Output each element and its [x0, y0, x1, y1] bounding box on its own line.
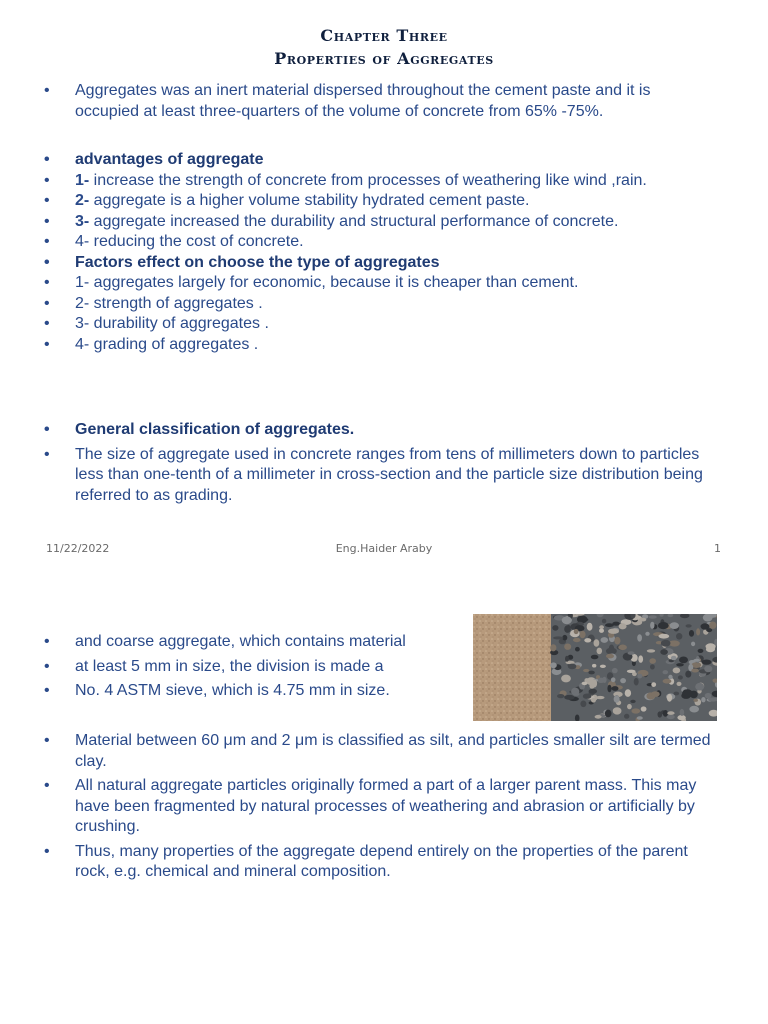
footer-date: 11/22/2022	[46, 542, 110, 555]
gravel-stone	[591, 698, 596, 703]
gravel-stone	[589, 689, 597, 694]
coarse-item: • No. 4 ASTM sieve, which is 4.75 mm in size.	[0, 681, 435, 702]
factor-item: • 3- durability of aggregates .	[0, 314, 715, 335]
coarse-item: • and coarse aggregate, which contains material	[0, 632, 435, 653]
gravel-stone	[601, 637, 609, 643]
gravel-stone	[658, 711, 663, 717]
gravel-stone	[588, 671, 594, 675]
gravel-stone	[637, 716, 643, 720]
footer-author: Eng.Haider Araby	[335, 542, 433, 555]
gravel-stone	[637, 634, 642, 641]
gravel-stone	[691, 642, 695, 647]
gravel-stone	[552, 625, 558, 631]
gravel-stone	[583, 694, 592, 699]
gravel-stone	[630, 700, 635, 703]
advantages-list	[0, 150, 715, 355]
gravel-stone	[627, 670, 636, 673]
gravel-stone	[573, 638, 581, 642]
gravel-stone	[649, 615, 657, 619]
gravel-stone	[670, 622, 679, 629]
chapter-subtitle: Properties of Aggregates	[274, 49, 494, 68]
gravel-stone	[592, 680, 598, 688]
factor-item: • 2- strength of aggregates .	[0, 294, 715, 315]
gravel-stone	[573, 693, 579, 696]
gravel-stone	[575, 647, 580, 652]
gravel-stone	[605, 623, 614, 627]
gravel-stone	[624, 714, 629, 719]
gravel-stone	[704, 665, 712, 672]
gravel-stone	[602, 619, 606, 624]
gravel-stone	[607, 685, 611, 692]
gravel-stone	[591, 655, 599, 660]
gravel-stone	[689, 706, 699, 713]
gravel-stone	[600, 665, 606, 668]
gravel-stone	[568, 664, 577, 670]
gravel-stone	[676, 633, 682, 640]
gravel-stone	[606, 648, 617, 655]
gravel-stone	[663, 679, 672, 684]
advantage-text: aggregate increased the durability and structural performance of concrete.	[89, 212, 619, 230]
advantage-text: increase the strength of concrete from processes of weathering like wind ,rain.	[89, 171, 647, 189]
gravel-stone	[613, 707, 622, 714]
gravel-stone	[614, 695, 620, 703]
advantage-item	[0, 191, 715, 212]
gravel-stone	[706, 646, 715, 652]
gravel-stone	[649, 658, 656, 664]
advantages-heading: • advantages of aggregate	[0, 150, 715, 171]
gravel-stone	[680, 709, 685, 716]
gravel-stone	[667, 711, 674, 715]
gravel-stone	[619, 623, 627, 629]
gravel-stone	[557, 694, 564, 698]
gravel-stone	[667, 715, 675, 720]
gravel-stone	[706, 628, 712, 632]
gravel-stone	[637, 674, 642, 679]
gravel-stone	[679, 657, 688, 664]
gravel-stone	[691, 669, 699, 673]
gravel-stone	[584, 638, 591, 642]
gravel-stone	[663, 670, 669, 674]
gravel-stone	[650, 622, 654, 629]
details-list	[0, 731, 715, 883]
gravel-stone	[677, 682, 682, 686]
gravel-stone	[695, 683, 704, 691]
gravel-stone	[565, 656, 569, 662]
gravel-stone	[639, 618, 646, 622]
gravel-stone	[597, 648, 603, 655]
advantage-number: 1-	[75, 171, 90, 189]
classification-heading: • General classification of aggregates.	[0, 420, 715, 441]
gravel-stone	[583, 669, 589, 672]
gravel-stone	[611, 677, 616, 682]
advantage-item	[0, 171, 715, 192]
gravel-stone	[580, 631, 586, 639]
gravel-stone	[650, 664, 655, 669]
advantage-number: 3-	[75, 212, 90, 230]
coarse-item: • at least 5 mm in size, the division is made a	[0, 657, 435, 678]
gravel-stone	[645, 632, 649, 636]
gravel-stone	[595, 715, 602, 719]
gravel-stone	[627, 704, 632, 709]
fine-aggregate-area	[473, 614, 557, 721]
gravel-stone	[693, 659, 700, 662]
detail-item: • Thus, many properties of the aggregate depend entirely on the properties of the parent rock, e.g. chemical and mineral composition.	[0, 842, 715, 883]
classification-text: • The size of aggregate used in concrete ranges from tens of millimeters down to particles less than one-tenth of a millimeter in cross-section and the particle size distribution being referred to as grading.	[0, 445, 715, 507]
advantage-text: aggregate is a higher volume stability hydrated cement paste.	[89, 192, 530, 209]
gravel-stone	[668, 675, 672, 679]
factor-item: • 4- grading of aggregates .	[0, 335, 715, 356]
gravel-stone	[698, 649, 704, 653]
intro-item: • Aggregates was an inert material dispersed throughout the cement paste and it is occupied at least three-quarters of the volume of concrete from 65% -75%.	[0, 81, 715, 122]
gravel-stone	[625, 689, 631, 697]
aggregate-photo-svg	[473, 614, 717, 721]
gravel-stone	[701, 697, 705, 702]
classification-list	[0, 420, 715, 506]
gravel-stone	[550, 662, 557, 668]
factor-item: • 1- aggregates largely for economic, because it is cheaper than cement.	[0, 273, 715, 294]
gravel-stone	[634, 678, 639, 686]
footer-page-number: 1	[714, 542, 721, 555]
gravel-stone	[660, 649, 668, 655]
gravel-stone	[606, 654, 614, 659]
gravel-stone	[599, 629, 604, 633]
gravel-stone	[612, 686, 619, 691]
gravel-stone	[661, 640, 671, 647]
gravel-stone	[673, 667, 681, 673]
gravel-stone	[578, 618, 588, 622]
gravel-stone	[683, 690, 687, 696]
gravel-stone	[550, 644, 556, 651]
gravel-stone	[553, 636, 563, 639]
advantage-item: • 4- reducing the cost of concrete.	[0, 232, 715, 253]
gravel-stone	[631, 708, 640, 713]
gravel-stone	[671, 656, 677, 661]
advantage-number: 2-	[75, 192, 90, 209]
gravel-stone	[705, 693, 712, 699]
detail-item: • All natural aggregate particles originally formed a part of a larger parent mass. This may have been fragmented by natural processes of weathering and abrasion or artificially by crushing.	[0, 776, 715, 838]
gravel-stone	[612, 668, 618, 673]
gravel-stone	[587, 623, 593, 631]
gravel-stone	[564, 695, 574, 700]
gravel-stone	[667, 694, 672, 702]
gravel-stone	[620, 678, 626, 683]
gravel-stone	[605, 710, 612, 718]
gravel-stone	[567, 625, 571, 632]
gravel-stone	[614, 637, 620, 645]
gravel-stone	[618, 645, 627, 651]
gravel-stone	[686, 624, 692, 627]
factors-heading: • Factors effect on choose the type of aggregates	[0, 253, 715, 274]
gravel-stone	[594, 639, 600, 647]
gravel-stone	[638, 655, 643, 662]
coarse-aggregate-list	[0, 632, 435, 702]
gravel-stone	[562, 616, 572, 624]
chapter-title: Chapter Three	[320, 26, 448, 45]
detail-item: • Material between 60 μm and 2 μm is classified as silt, and particles smaller silt are termed clay.	[0, 731, 715, 772]
gravel-stone	[674, 692, 680, 696]
gravel-stone	[658, 622, 669, 629]
gravel-stone	[608, 629, 619, 634]
gravel-stone	[689, 630, 694, 637]
gravel-stone	[580, 701, 586, 708]
gravel-stone	[696, 628, 700, 635]
gravel-stone	[658, 634, 669, 639]
intro-list	[0, 81, 715, 122]
gravel-stone	[663, 710, 668, 717]
gravel-stone	[647, 649, 655, 652]
gravel-stone	[693, 699, 698, 702]
gravel-stone	[628, 651, 635, 655]
gravel-stone	[597, 678, 605, 683]
gravel-stone	[592, 664, 596, 668]
gravel-stone	[702, 660, 712, 665]
gravel-stone	[641, 706, 647, 711]
gravel-stone	[651, 682, 656, 687]
gravel-stone	[685, 671, 691, 678]
gravel-stone	[561, 675, 571, 683]
gravel-stone	[574, 629, 579, 634]
gravel-stone	[582, 682, 588, 686]
gravel-stone	[709, 622, 716, 629]
gravel-stone	[676, 663, 684, 666]
gravel-stone	[564, 644, 571, 650]
gravel-stone	[651, 691, 660, 697]
gravel-stone	[678, 675, 683, 679]
advantage-item	[0, 212, 715, 233]
aggregate-photo-icon	[473, 614, 717, 721]
